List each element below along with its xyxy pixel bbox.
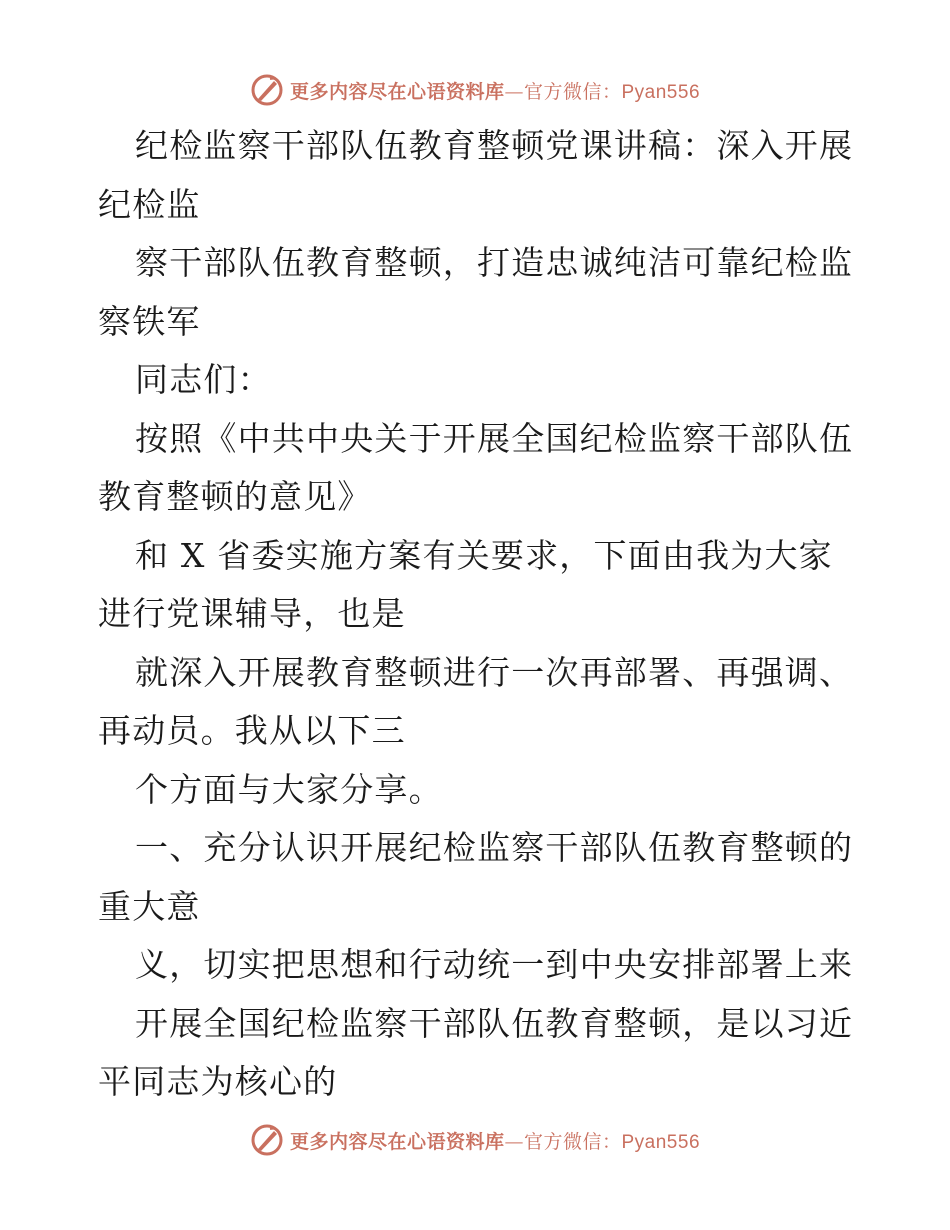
document-body [98, 117, 858, 1112]
paragraph: 开展全国纪检监察干部队伍教育整顿，是以习近平同志为核心的 [98, 1003, 854, 1101]
section-heading-cont: 义，切实把思想和行动统一到中央安排部署上来 [135, 945, 854, 984]
section-heading: 一、充分认识开展纪检监察干部队伍教育整顿的重大意 [98, 828, 854, 926]
quill-logo-icon [250, 73, 284, 107]
paragraph: 个方面与大家分享。 [135, 769, 443, 809]
paragraph: 和 X 省委实施方案有关要求，下面由我为大家进行党课辅导，也是 [98, 535, 833, 633]
quill-logo-icon [250, 1123, 284, 1157]
title-line-2: 察干部队伍教育整顿，打造忠诚纯洁可靠纪检监察铁军 [98, 243, 854, 341]
paragraph: 就深入开展教育整顿进行一次再部署、再强调、再动员。我从以下三 [98, 652, 854, 750]
watermark-text: 更多内容尽在心语资料库—官方微信：Pyan556 [289, 1130, 701, 1153]
footer-watermark [0, 1120, 950, 1160]
paragraph: 按照《中共中央关于开展全国纪检监察干部队伍教育整顿的意见》 [98, 418, 854, 516]
title-line-1: 纪检监察干部队伍教育整顿党课讲稿：深入开展纪检监 [98, 126, 854, 224]
salutation: 同志们： [135, 360, 272, 399]
header-watermark [0, 70, 950, 110]
watermark-text: 更多内容尽在心语资料库—官方微信：Pyan556 [289, 80, 701, 103]
